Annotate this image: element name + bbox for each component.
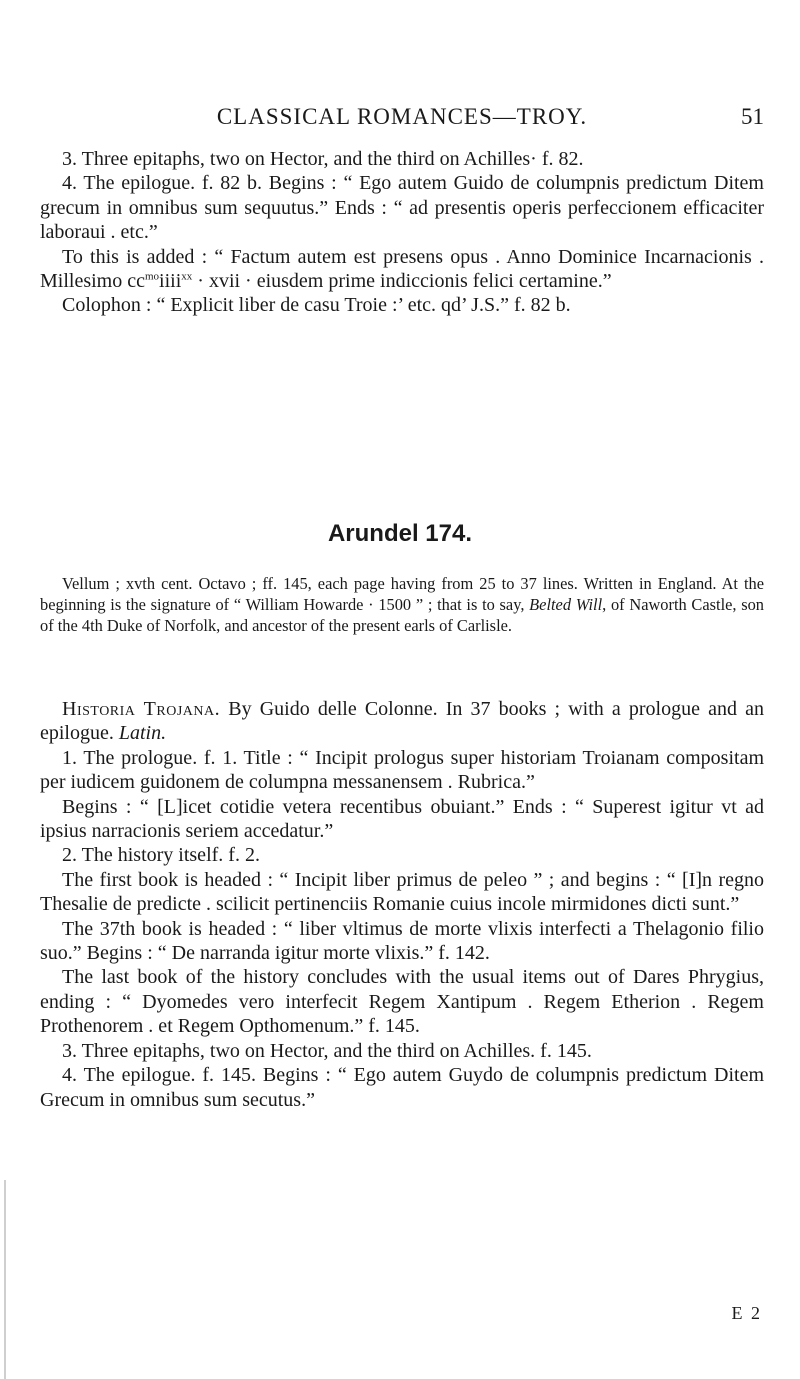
description-paragraph — [40, 573, 764, 636]
running-title: CLASSICAL ROMANCES—TROY. — [216, 104, 588, 129]
addition-superscript-mo: mo — [144, 270, 160, 283]
history-paragraph: 2. The history itself. f. 2. — [62, 844, 260, 867]
colophon-paragraph: Colophon : “ Explicit liber de casu Troie :’ etc. qd’ J.S.” f. 82 b. — [62, 294, 571, 317]
work-title: Historia Trojana. — [62, 698, 221, 720]
work-language: Latin. — [118, 722, 167, 745]
epilogue-paragraph: 4. The epilogue. f. 82 b. Begins : “ Ego autem Guido de columpnis predictum Ditem grecum in omnibus sum sequutus.” Ends : “ ad presentis operis perfeccionem efficaciter laboraui . etc.” — [40, 172, 764, 244]
prologue-begins-paragraph: Begins : “ [L]icet cotidie vetera recentibus obuiant.” Ends : “ Superest igitur vt ad ipsius narracionis seriem accedatur.” — [40, 795, 764, 843]
first-book-paragraph: The first book is headed : “ Incipit liber primus de peleo ” ; and begins : “ [I]n regno Thesalie de predicte . scilicit pertinenciis Romanie cuius incole mirmidones dicti sunt.” — [40, 868, 764, 916]
manuscript-description — [40, 573, 764, 636]
page-edge-shadow — [4, 1180, 6, 1379]
running-head — [40, 104, 764, 138]
addition-paragraph — [40, 245, 764, 294]
epitaphs-paragraph: 3. Three epitaphs, two on Hector, and the third on Achilles· f. 82. — [62, 148, 584, 170]
epilogue-paragraph-2: 4. The epilogue. f. 145. Begins : “ Ego autem Guydo de columpnis predictum Ditem Grecum in omnibus sum secutus.” — [40, 1064, 764, 1111]
addition-numeral: iiii — [159, 270, 182, 293]
conclusion-paragraph: The last book of the history concludes with the usual items out of Dares Phrygius, ending : “ Dyomedes vero interfecit Regem Xantipum . Regem Etherion . Regem Prothenorem . et Regem Opthomenum.” f. 145. — [40, 966, 764, 1038]
last-book-paragraph: The 37th book is headed : “ liber vltimus de morte vlixis interfecti a Thelagonio filio suo.” Begins : “ De narranda igitur morte vlixis.” f. 142. — [40, 917, 764, 965]
work-title-paragraph — [40, 697, 764, 746]
description-end: , of Naworth Castle, son of the 4th Duke of Norfolk, and ancestor of the present earls of Carlisle. — [40, 595, 764, 635]
description-italic: Belted Will — [529, 595, 603, 614]
signature-mark: E 2 — [731, 1303, 762, 1323]
continued-entry — [40, 147, 764, 318]
page-number: 51 — [741, 104, 764, 129]
work-title-rest: By Guido delle Colonne. In 37 books ; with a prologue and an epilogue. — [40, 698, 764, 745]
addition-text-end: · xvii · eiusdem prime indiccionis felici certamine.” — [192, 270, 612, 293]
addition-superscript-xx: xx — [181, 270, 193, 283]
addition-text-start: To this is added : “ Factum autem est presens opus . Anno Dominice Incarnacionis . Millesimo cc — [40, 245, 764, 293]
prologue-paragraph: 1. The prologue. f. 1. Title : “ Incipit prologus super historiam Troianam compositam per iudicem guidonem de columpna messanensem . Rubrica.” — [40, 746, 764, 794]
new-entry-body — [40, 697, 764, 1112]
entry-heading: Arundel 174. — [327, 520, 473, 547]
epitaphs-paragraph-2: 3. Three epitaphs, two on Hector, and the third on Achilles. f. 145. — [62, 1039, 592, 1062]
description-start: Vellum ; xvth cent. Octavo ; ff. 145, each page having from 25 to 37 lines. Written in England. At the beginning is the signature of “ William Howarde · 1500 ” ; that is to say, — [40, 574, 764, 614]
